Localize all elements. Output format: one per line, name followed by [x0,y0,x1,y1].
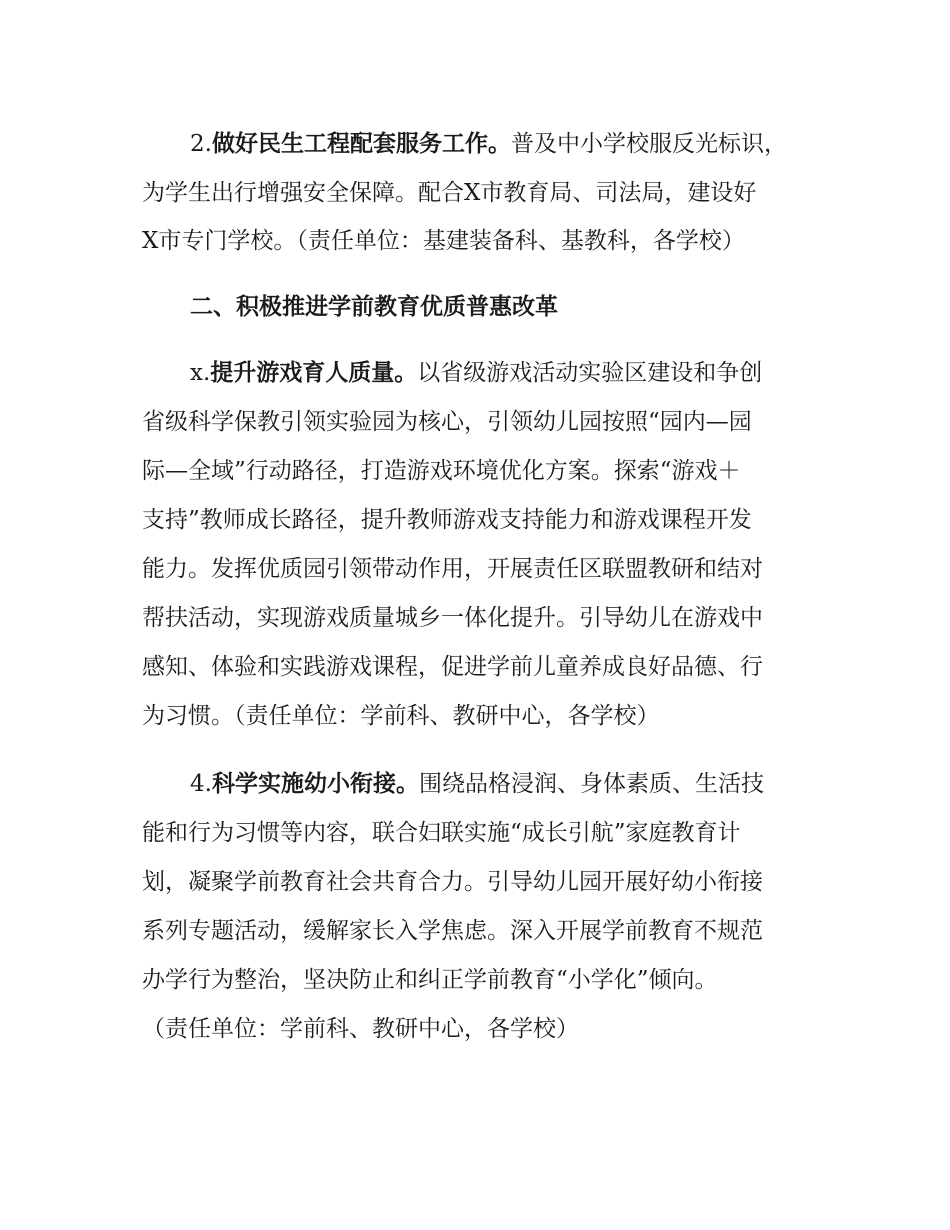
item-number: 2. [190,131,212,157]
paragraph-text: 普及中小学校服反光标识， [510,131,787,157]
item-title: 做好民生工程配套服务工作。 [211,131,511,157]
paragraph-4-line-2: 能和行为习惯等内容，联合妇联实施“成长引航”家庭教育计 [142,820,741,846]
paragraph-x-line-7: 感知、体验和实践游戏课程，促进学前儿童养成良好品德、行 [142,654,763,680]
paragraph-x-line-5: 能力。发挥优质园引领带动作用，开展责任区联盟教研和结对 [142,556,763,582]
item-title: 科学实施幼小衔接。 [211,771,419,797]
paragraph-text: 以省级游戏活动实验区建设和争创 [417,360,763,386]
paragraph-4-line-3: 划，凝聚学前教育社会共育合力。引导幼儿园开展好幼小衔接 [142,869,763,895]
paragraph-x-line-2: 省级科学保教引领实验园为核心，引领幼儿园按照“园内—园 [142,409,752,435]
paragraph-4-line-4: 系列专题活动，缓解家长入学焦虑。深入开展学前教育不规范 [142,918,763,944]
paragraph-2-line-2: 为学生出行增强安全保障。配合X市教育局、司法局，建设好 [142,180,757,206]
paragraph-x-line-6: 帮扶活动，实现游戏质量城乡一体化提升。引导幼儿在游戏中 [142,605,763,631]
paragraph-2-line-3: X市专门学校。（责任单位：基建装备科、基教科，各学校） [142,228,745,254]
paragraph-4-line-5: 办学行为整治，坚决防止和纠正学前教育“小学化”倾向。 [142,967,718,993]
paragraph-x-line-8: 为习惯。（责任单位：学前科、教研中心，各学校） [142,703,660,729]
paragraph-x-line-1 [190,357,842,389]
item-title: 提升游戏育人质量。 [210,360,418,386]
paragraph-4-line-6: （责任单位：学前科、教研中心，各学校） [142,1016,579,1042]
paragraph-text: 围绕品格浸润、身体素质、生活技 [418,771,764,797]
paragraph-x-line-4: 支持”教师成长路径，提升教师游戏支持能力和游戏课程开发 [142,507,752,533]
item-number: x. [190,360,211,386]
item-number: 4. [190,771,212,797]
paragraph-2-line-1 [190,128,842,160]
paragraph-4-line-1 [190,768,842,800]
section-heading: 二、积极推进学前教育优质普惠改革 [190,294,558,320]
paragraph-x-line-3: 际—全域”行动路径，打造游戏环境优化方案。探索“游戏＋ [142,458,741,484]
